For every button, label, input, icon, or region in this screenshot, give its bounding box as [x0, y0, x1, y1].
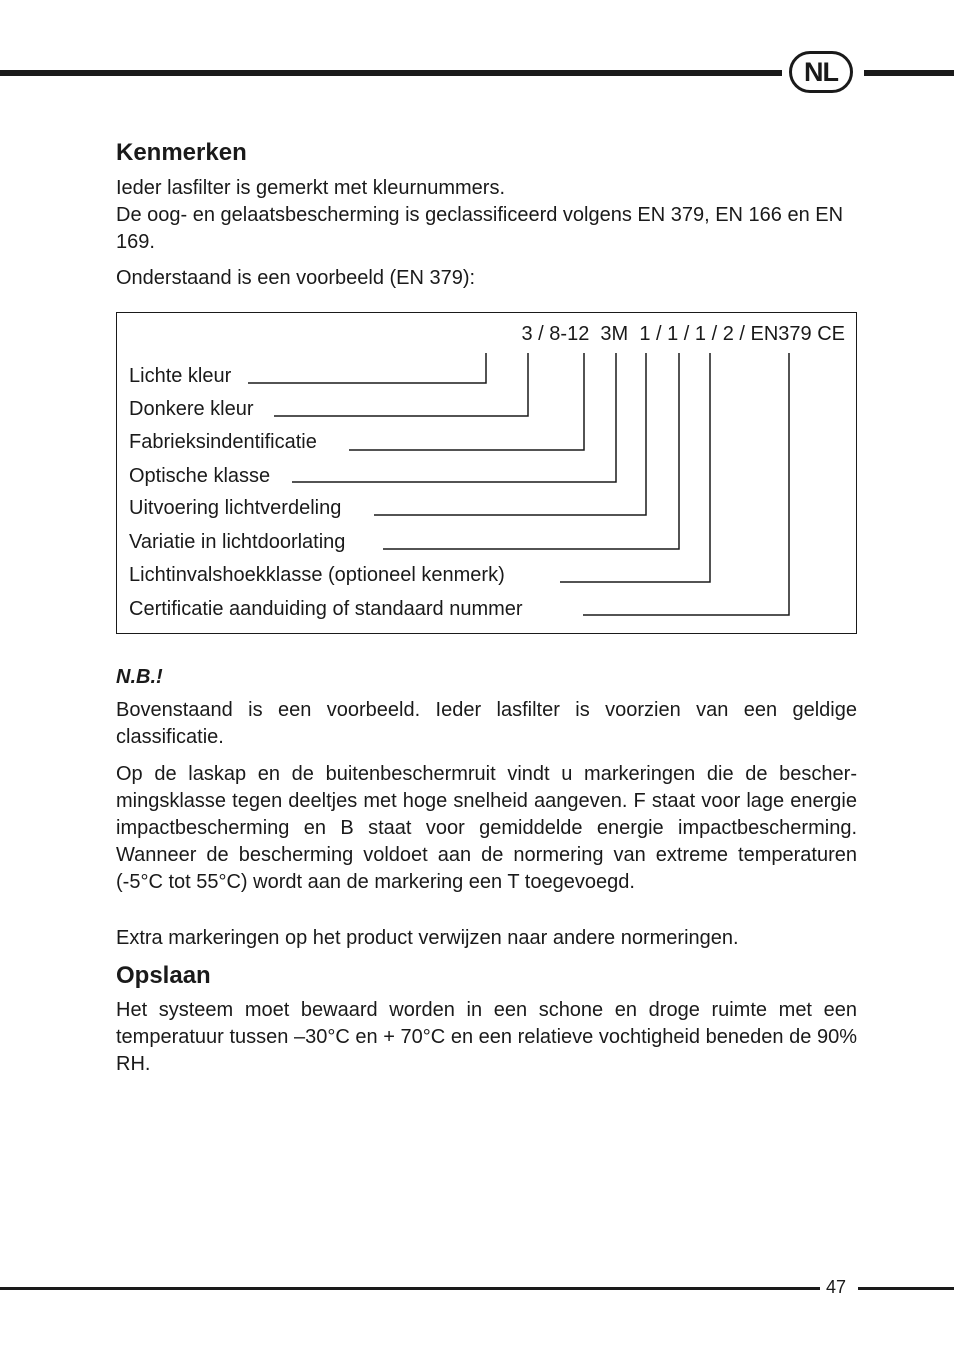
leader-line-lichtinvalshoekklasse: [560, 353, 710, 582]
leader-line-lichte-kleur: [248, 353, 486, 383]
opslaan-paragraph: Het systeem moet bewaard worden in een schone en droge ruimte met een temperatuur tussen –30°C en + 70°C en een relatieve vochtigheid beneden de 90% RH.: [116, 999, 857, 1075]
nb-paragraph-3: Extra markeringen op het product verwijzen naar andere normeringen.: [116, 927, 739, 949]
label-lichtinvalshoekklasse: Lichtinvalshoekklasse (optioneel kenmerk): [129, 564, 505, 586]
header-rule-left: [0, 70, 782, 76]
page-number: 47: [826, 1277, 847, 1297]
label-uitvoering-lichtverdeling: Uitvoering lichtverdeling: [129, 497, 342, 519]
label-certificatie: Certificatie aanduiding of standaard nummer: [129, 598, 523, 620]
leader-line-fabrieksindentificatie: [349, 353, 584, 450]
label-donkere-kleur: Donkere kleur: [129, 398, 254, 420]
header-rule-right: [864, 70, 954, 76]
leader-line-uitvoering-lichtverdeling: [374, 353, 646, 515]
label-variatie-lichtdoorlating: Variatie in lichtdoorlating: [129, 531, 346, 553]
leader-line-donkere-kleur: [274, 353, 528, 416]
classification-diagram: [116, 312, 857, 634]
leader-line-certificatie: [583, 353, 789, 615]
nb-paragraph-1: Bovenstaand is een voorbeeld. Ieder lasfilter is voorzien van een geldige classificatie.: [116, 699, 857, 748]
label-optische-klasse: Optische klasse: [129, 465, 271, 487]
example-intro: Onderstaand is een voorbeeld (EN 379):: [116, 267, 476, 289]
classification-code: 3 / 8-12 3M 1 / 1 / 1 / 2 / EN379 CE: [521, 323, 845, 345]
footer-rule-right: [858, 1287, 954, 1290]
nb-heading: N.B.!: [116, 666, 163, 688]
language-badge: NL: [789, 51, 853, 93]
leader-line-optische-klasse: [292, 353, 616, 482]
footer-rule-left: [0, 1287, 820, 1290]
section-title-kenmerken: Kenmerken: [116, 139, 247, 166]
label-fabrieksindentificatie: Fabrieksindentificatie: [129, 431, 317, 453]
kenmerken-line-2: De oog- en gelaatsbescherming is geclassificeerd volgens EN 379, EN 166 en EN 169.: [116, 204, 844, 253]
kenmerken-line-1: Ieder lasfilter is gemerkt met kleurnummers.: [116, 177, 506, 199]
label-lichte-kleur: Lichte kleur: [129, 365, 232, 387]
nb-paragraph-2: Op de laskap en de buitenbeschermruit vindt u markeringen die de beschermingsklasse tegen deeltjes met hoge snelheid aangeven. F staat voor lage energie impactbescherming en B staat voor gemiddelde energie impactbescherming. Wanneer de bescherming voldoet aan de normering van extreme temperaturen (-5°C tot 55°C) wordt aan de markering een T toegevoegd.: [116, 763, 857, 893]
section-title-opslaan: Opslaan: [116, 962, 211, 989]
